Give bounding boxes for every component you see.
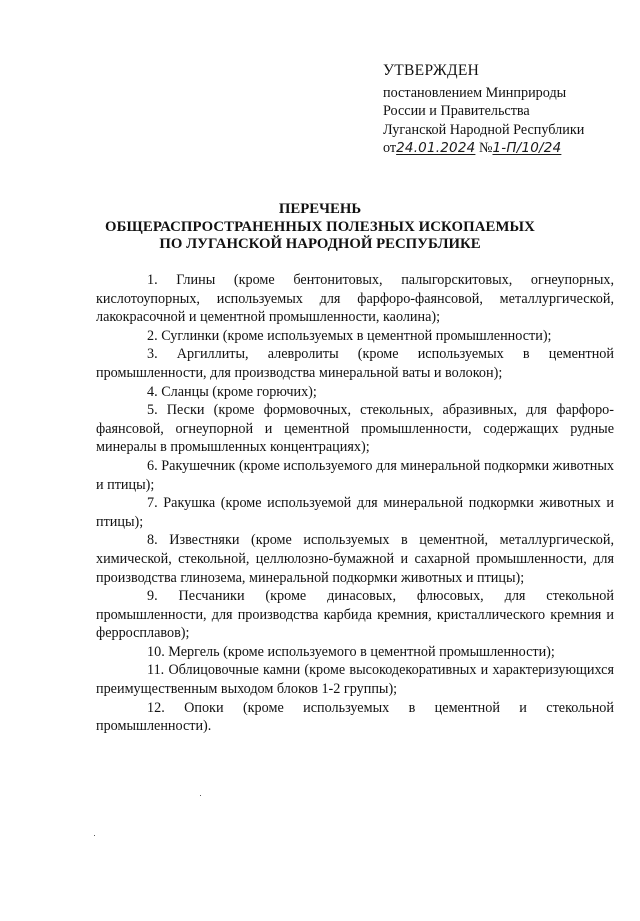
list-item: 12. Опоки (кроме используемых в цементной и стекольной промышленности). bbox=[96, 699, 614, 735]
handwritten-number: 1-П/10/24 bbox=[492, 140, 562, 156]
list-item: 4. Сланцы (кроме горючих); bbox=[147, 383, 317, 400]
list-item: 8. Известняки (кроме используемых в цементной, металлургической, химической, стекольной, целлюлозно-бумажной и сахарной промышленности, для производства глинозема, минеральной подкормки животных и птицы); bbox=[96, 532, 614, 586]
approval-line-3: Луганской Народной Республики bbox=[383, 121, 585, 138]
title-line-3: ПО ЛУГАНСКОЙ НАРОДНОЙ РЕСПУБЛИКЕ bbox=[159, 236, 481, 252]
title-line-2: ОБЩЕРАСПРОСТРАНЕННЫХ ПОЛЕЗНЫХ ИСКОПАЕМЫХ bbox=[105, 218, 535, 235]
approval-line-2: России и Правительства bbox=[383, 103, 530, 119]
from-prefix: от bbox=[383, 140, 397, 156]
document-title bbox=[0, 201, 640, 254]
title-line-1: ПЕРЕЧЕНЬ bbox=[278, 201, 362, 217]
approval-date-number bbox=[383, 139, 623, 158]
scan-speck bbox=[200, 795, 201, 796]
approved-heading: УТВЕРЖДЕН bbox=[383, 62, 480, 79]
list-item: 11. Облицовочные камни (кроме высокодекоративных и характеризующихся преимущественным выходом блоков 1-2 группы); bbox=[96, 662, 614, 698]
list-item: 1. Глины (кроме бентонитовых, палыгорскитовых, огнеупорных, кислотоупорных, используемых для фарфоро-фаянсовой, металлургической, лакокрасочной и цементной промышленности, каолина); bbox=[96, 272, 614, 326]
approval-line-1: постановлением Минприроды bbox=[383, 84, 567, 101]
approval-stamp bbox=[383, 62, 623, 158]
list-item: 6. Ракушечник (кроме используемого для минеральной подкормки животных и птицы); bbox=[96, 457, 614, 493]
list-item: 3. Аргиллиты, алевролиты (кроме используемых в цементной промышленности, для производства минеральной ваты и волокон); bbox=[96, 346, 614, 381]
list-item: 5. Пески (кроме формовочных, стекольных, абразивных, для фарфоро-фаянсовой, огнеупорной и цементной промышленности, содержащих рудные минералы в промышленных концентрациях); bbox=[96, 402, 614, 456]
list-item: 10. Мергель (кроме используемого в цементной промышленности); bbox=[147, 643, 555, 660]
handwritten-date: 24.01.2024 bbox=[396, 140, 476, 156]
list-item: 7. Ракушка (кроме используемой для минеральной подкормки животных и птицы); bbox=[96, 495, 614, 530]
minerals-list bbox=[96, 271, 614, 736]
list-item: 9. Песчаники (кроме динасовых, флюсовых, для стекольной промышленности, для производства карбида кремния, кристаллического кремния и ферросплавов); bbox=[96, 588, 614, 642]
list-item: 2. Суглинки (кроме используемых в цементной промышленности); bbox=[147, 327, 552, 344]
scan-speck bbox=[94, 835, 95, 836]
number-prefix: № bbox=[478, 140, 493, 156]
